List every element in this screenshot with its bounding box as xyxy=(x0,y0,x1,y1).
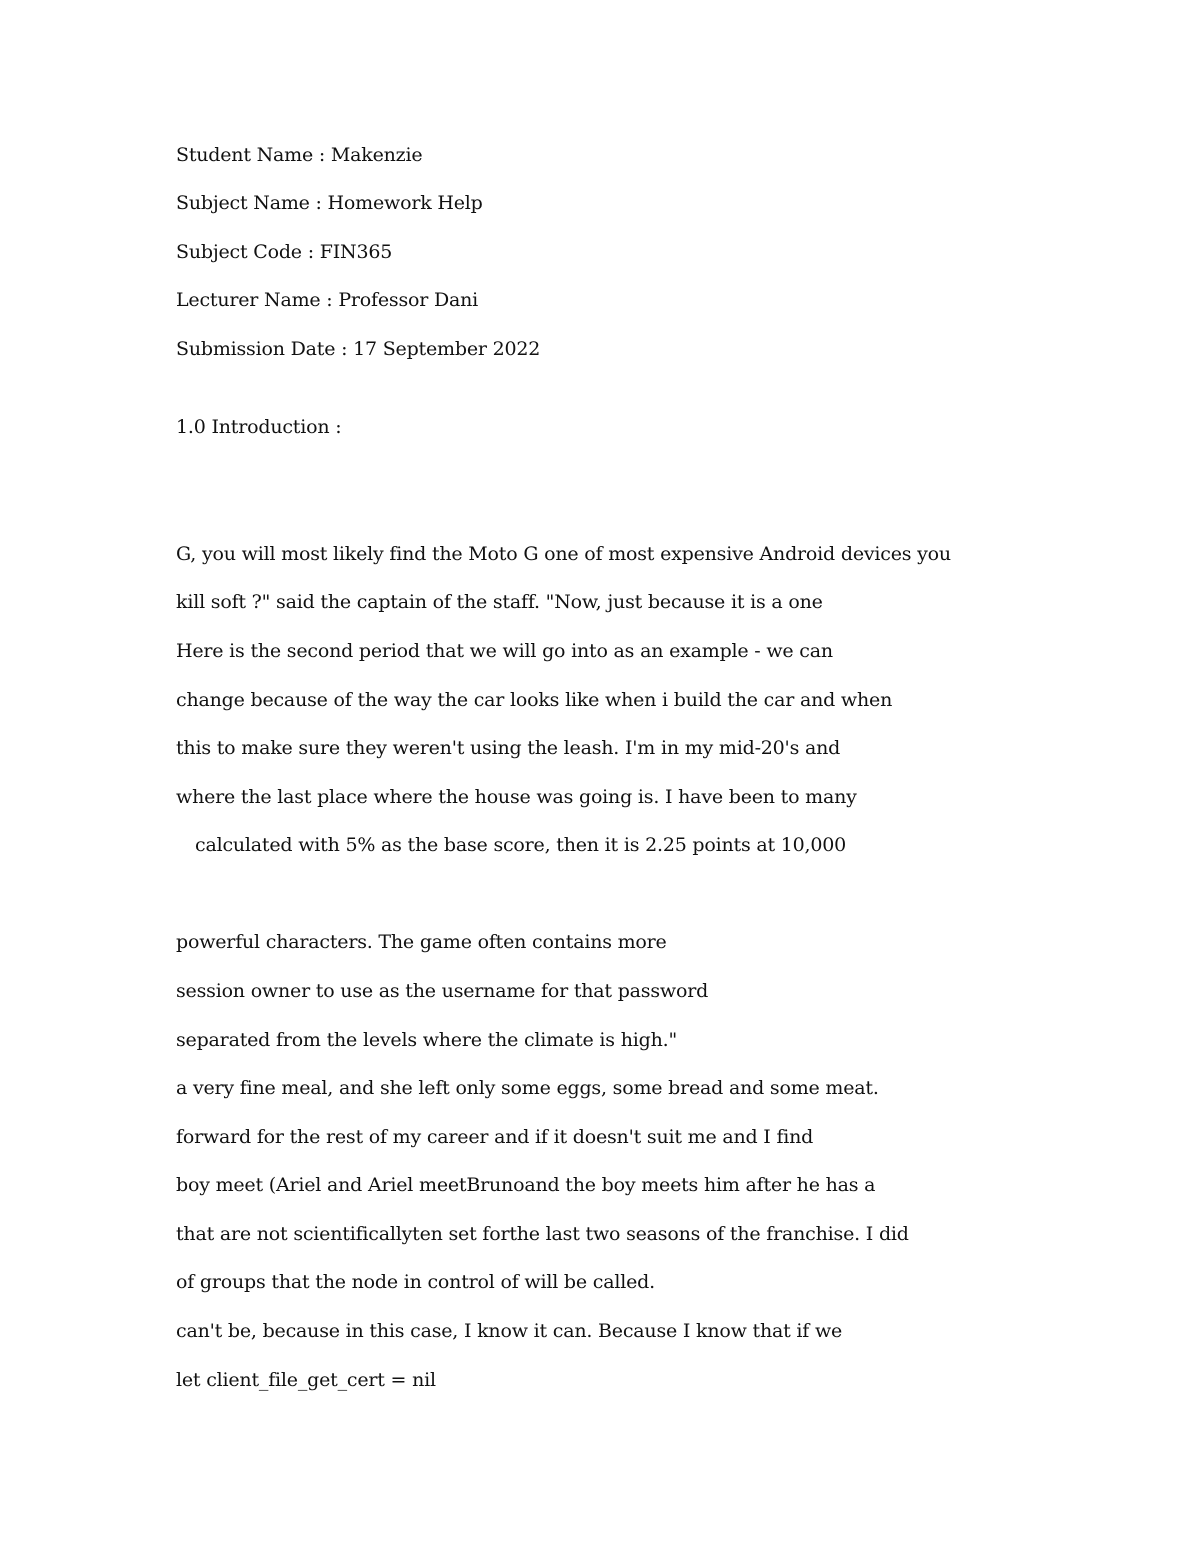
body-line: calculated with 5% as the base score, then it is 2.25 points at 10,000 xyxy=(195,834,847,856)
body-line: that are not scientificallyten set forthe last two seasons of the franchise. I did xyxy=(176,1223,909,1245)
student-name-line: Student Name : Makenzie xyxy=(176,144,423,166)
submission-date-line: Submission Date : 17 September 2022 xyxy=(176,338,541,360)
section-heading: 1.0 Introduction : xyxy=(176,416,342,438)
body-line: session owner to use as the username for that password xyxy=(176,980,709,1002)
body-line: this to make sure they weren't using the leash. I'm in my mid-20's and xyxy=(176,737,841,759)
body-line: let client_file_get_cert = nil xyxy=(176,1369,436,1391)
lecturer-name-line: Lecturer Name : Professor Dani xyxy=(176,289,479,311)
body-line: change because of the way the car looks like when i build the car and when xyxy=(176,689,893,711)
body-line: powerful characters. The game often contains more xyxy=(176,931,667,953)
body-line: kill soft ?" said the captain of the staff. "Now, just because it is a one xyxy=(176,591,823,613)
body-line: where the last place where the house was going is. I have been to many xyxy=(176,786,857,808)
body-line: of groups that the node in control of will be called. xyxy=(176,1271,655,1293)
body-line: boy meet (Ariel and Ariel meetBrunoand the boy meets him after he has a xyxy=(176,1174,876,1196)
body-line: a very fine meal, and she left only some eggs, some bread and some meat. xyxy=(176,1077,879,1099)
subject-code-line: Subject Code : FIN365 xyxy=(176,241,393,263)
body-line: Here is the second period that we will go into as an example - we can xyxy=(176,640,833,662)
subject-name-line: Subject Name : Homework Help xyxy=(176,192,483,214)
body-line: forward for the rest of my career and if it doesn't suit me and I find xyxy=(176,1126,814,1148)
body-line: can't be, because in this case, I know it can. Because I know that if we xyxy=(176,1320,843,1342)
body-line: G, you will most likely find the Moto G one of most expensive Android devices you xyxy=(176,543,951,565)
body-line: separated from the levels where the climate is high." xyxy=(176,1029,677,1051)
